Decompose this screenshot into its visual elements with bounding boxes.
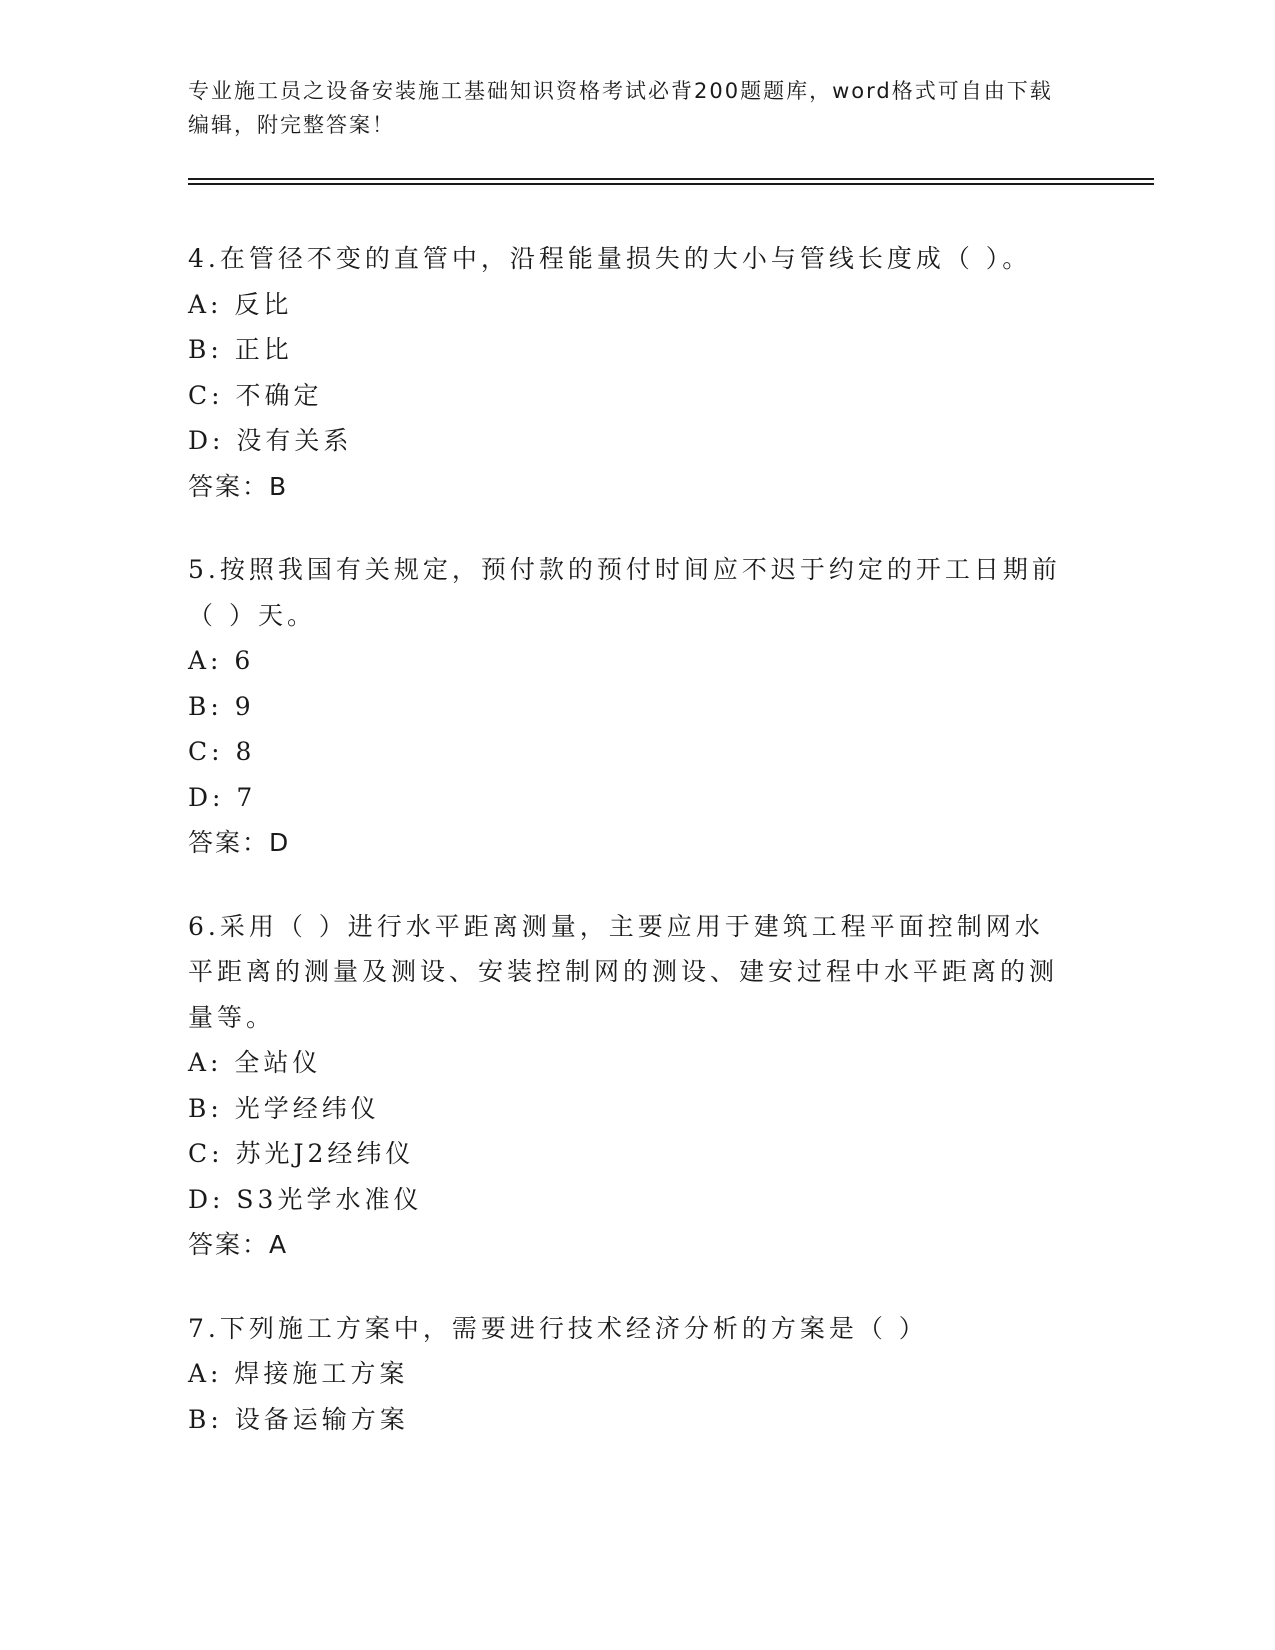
option-b: B: 光学经纬仪	[188, 1093, 380, 1123]
question-6	[188, 904, 1088, 1268]
option-c: C: 不确定	[188, 380, 323, 410]
question-list	[188, 236, 1088, 1480]
option-c: C: 苏光J2经纬仪	[188, 1139, 415, 1168]
option-d: D: 没有关系	[188, 426, 353, 455]
answer: 答案：A	[188, 1230, 289, 1259]
question-stem: 6.采用（ ）进行水平距离测量，主要应用于建筑工程平面控制网水平距离的测量及测设、安装控制网的测设、建安过程中水平距离的测量等。	[188, 911, 1059, 1032]
answer: 答案：D	[188, 828, 291, 857]
option-b: B: 正比	[188, 335, 293, 364]
option-a: A: 6	[188, 646, 255, 675]
document-header: 专业施工员之设备安装施工基础知识资格考试必背200题题库，word格式可自由下载编辑，附完整答案！	[188, 79, 1053, 137]
answer: 答案：B	[188, 471, 289, 501]
question-stem: 4.在管径不变的直管中，沿程能量损失的大小与管线长度成（ ）。	[188, 244, 1032, 273]
question-5	[188, 547, 1088, 866]
option-d: D: 7	[188, 782, 257, 812]
header-divider-bottom	[188, 183, 1154, 185]
question-stem: 5.按照我国有关规定，预付款的预付时间应不迟于约定的开工日期前（ ）天。	[188, 555, 1061, 630]
option-c: C: 8	[188, 737, 256, 766]
question-stem: 7.下列施工方案中，需要进行技术经济分析的方案是（ ）	[188, 1313, 928, 1343]
header-divider-top	[188, 178, 1154, 180]
option-d: D: S3光学水准仪	[188, 1184, 423, 1214]
question-4	[188, 236, 1088, 509]
question-7	[188, 1306, 1088, 1443]
option-b: B: 设备运输方案	[188, 1404, 409, 1434]
option-a: A: 焊接施工方案	[188, 1359, 409, 1388]
option-a: A: 反比	[188, 289, 293, 319]
option-b: B: 9	[188, 691, 255, 721]
option-a: A: 全站仪	[188, 1048, 322, 1077]
